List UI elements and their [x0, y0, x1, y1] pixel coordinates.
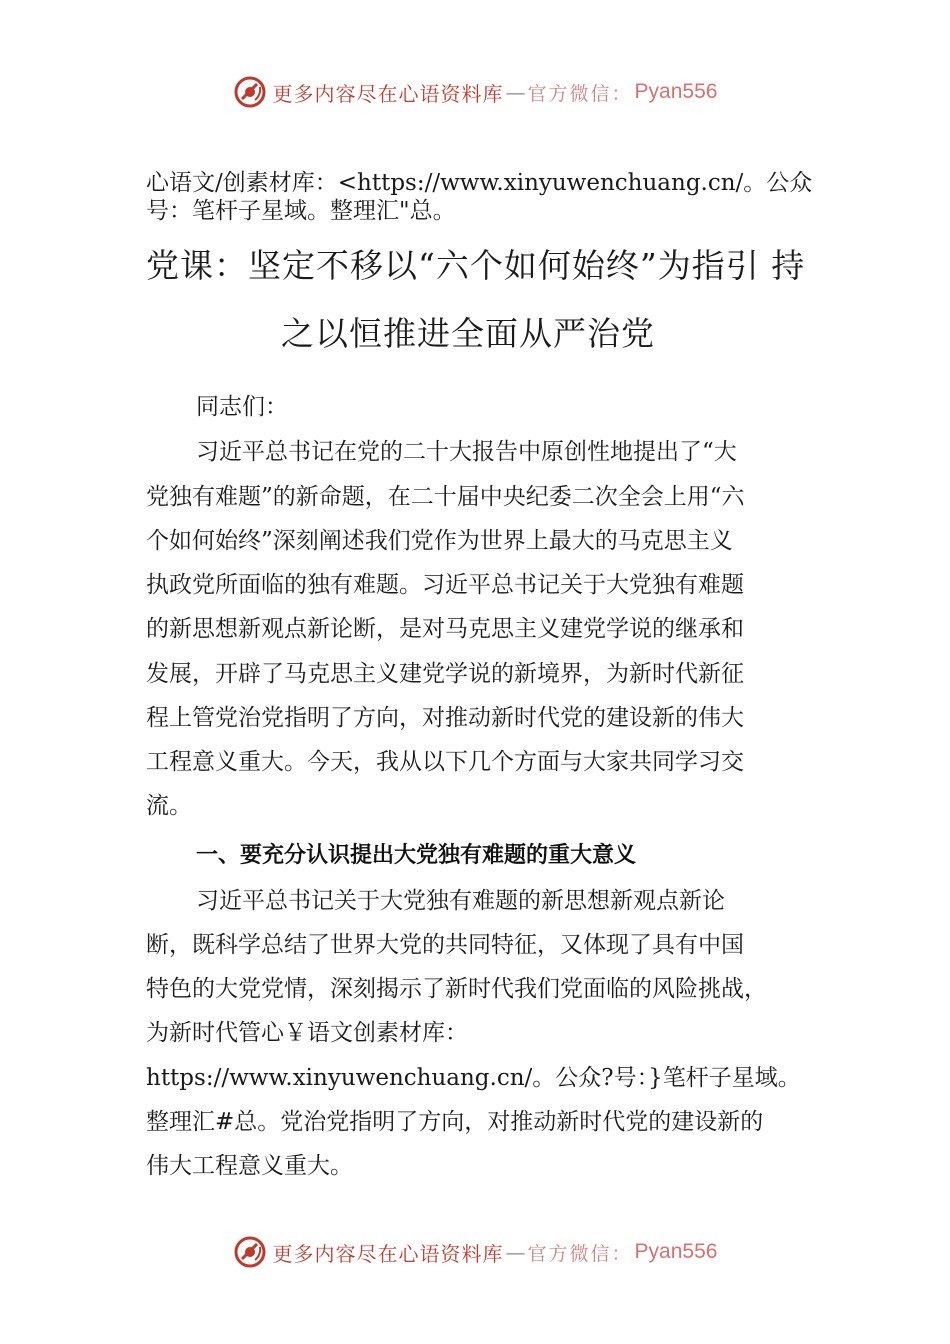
section-heading: 一、要充分认识提出大党独有难题的重大意义 — [196, 843, 637, 868]
paragraph-line: 为新时代管心￥语文创素材库： — [146, 1020, 468, 1046]
paragraph-line: 发展，开辟了马克思主义建党学说的新境界，为新时代新征 — [146, 661, 744, 687]
paragraph-line: 程上管党治党指明了方向，对推动新时代党的建设新的伟大 — [146, 705, 744, 731]
watermark-separator: — — [505, 80, 526, 104]
paragraph-line: 习近平总书记在党的二十大报告中原创性地提出了“大 — [196, 439, 737, 465]
footer-watermark — [0, 1232, 950, 1272]
paragraph-line: https://www.xinyuwenchuang.cn/。公众?号：}笔杆子星域。 — [146, 1065, 801, 1091]
paragraph-line: 流。 — [146, 793, 192, 819]
watermark-main-text: 更多内容尽在心语资料库 — [272, 1241, 504, 1266]
watermark-wechat-id: Pyan556 — [634, 80, 718, 103]
brand-logo-icon — [233, 75, 267, 109]
paragraph-line: 党独有难题”的新命题，在二十届中央纪委二次全会上用“六 — [146, 484, 745, 510]
paragraph-line: 整理汇#总。党治党指明了方向，对推动新时代党的建设新的 — [146, 1109, 764, 1135]
paragraph-line: 特色的大党党情，深刻揭示了新时代我们党面临的风险挑战， — [146, 976, 767, 1002]
watermark-wechat-label: 官方微信： — [527, 82, 633, 105]
intro-line: 心语文/创素材库：<https://www.xinyuwenchuang.cn/。公众 — [146, 170, 813, 196]
paragraph-line: 工程意义重大。今天，我从以下几个方面与大家共同学习交 — [146, 749, 744, 775]
intro-line: 号：笔杆子星域。整理汇"总。 — [146, 198, 456, 224]
watermark-wechat-id: Pyan556 — [634, 1240, 718, 1263]
header-watermark — [0, 72, 950, 112]
watermark-separator: — — [505, 1240, 526, 1264]
page-title-line-1: 党课：坚定不移以“六个如何始终”为指引 持 — [146, 246, 806, 285]
paragraph-line: 的新思想新观点新论断，是对马克思主义建党学说的继承和 — [146, 616, 744, 642]
paragraph-line: 习近平总书记关于大党独有难题的新思想新观点新论 — [196, 888, 725, 914]
paragraph-line: 个如何始终”深刻阐述我们党作为世界上最大的马克思主义 — [146, 528, 733, 554]
paragraph-line: 断，既科学总结了世界大党的共同特征，又体现了具有中国 — [146, 932, 744, 958]
paragraph-line: 执政党所面临的独有难题。习近平总书记关于大党独有难题 — [146, 572, 744, 598]
watermark-wechat-label: 官方微信： — [527, 1242, 633, 1265]
watermark-main-text: 更多内容尽在心语资料库 — [272, 81, 504, 106]
paragraph-line: 伟大工程意义重大。 — [146, 1153, 353, 1179]
page-title-line-2: 之以恒推进全面从严治党 — [281, 314, 655, 353]
brand-logo-icon — [233, 1235, 267, 1269]
salutation: 同志们： — [196, 394, 288, 420]
